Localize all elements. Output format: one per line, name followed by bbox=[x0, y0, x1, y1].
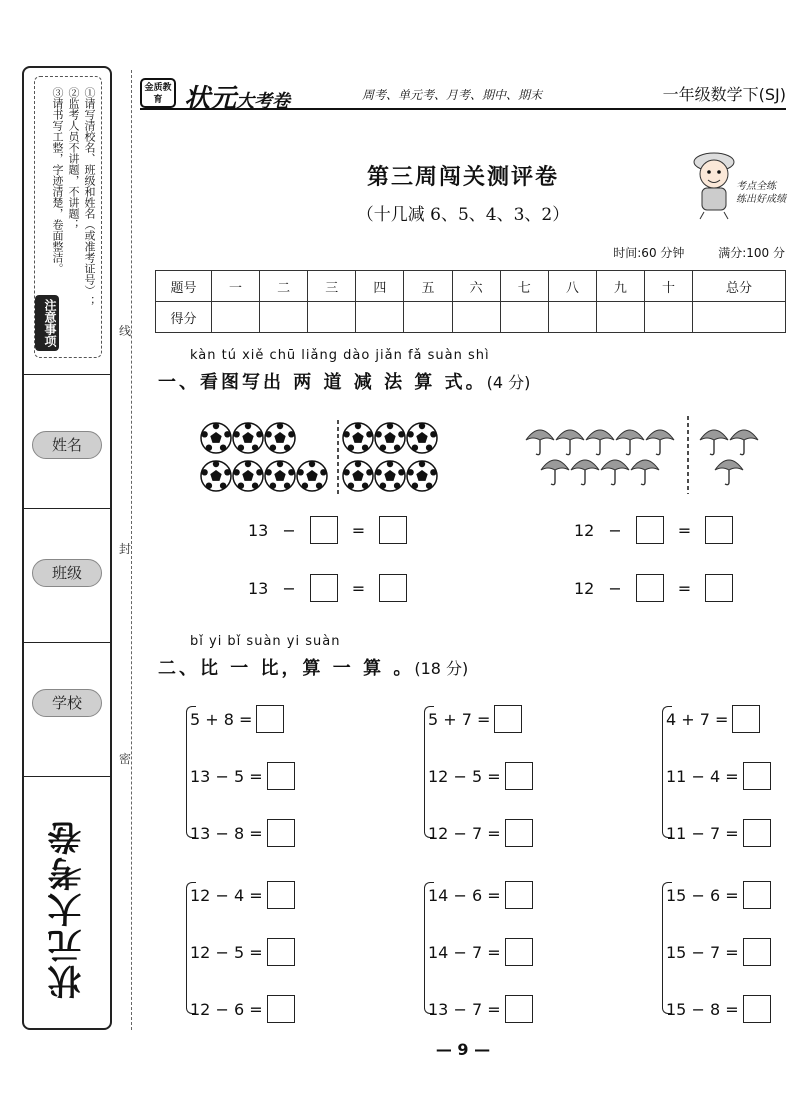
eq-minuend: 13 bbox=[248, 520, 269, 540]
soccer-ball-icon bbox=[265, 423, 295, 453]
umbrella-icon bbox=[631, 460, 659, 485]
compare-equation bbox=[666, 704, 760, 734]
soccer-ball-icon bbox=[201, 461, 231, 491]
section1-pinyin: kàn tú xiě chū liǎng dào jiǎn fǎ suàn shì bbox=[190, 348, 490, 363]
answer-box[interactable] bbox=[267, 938, 295, 966]
soccer-ball-icon bbox=[375, 461, 405, 491]
compare-equation bbox=[666, 994, 771, 1024]
score-table bbox=[155, 270, 786, 333]
score-row-label: 得分 bbox=[156, 302, 212, 333]
compare-expression: 5 + 8 = bbox=[190, 709, 253, 729]
score-input[interactable] bbox=[548, 302, 596, 333]
umbrella-icon bbox=[586, 430, 614, 455]
page-number: — 9 — bbox=[435, 1040, 491, 1059]
exam-meta bbox=[583, 244, 785, 261]
school-label: 学校 bbox=[32, 689, 102, 717]
soccer-ball-icon bbox=[375, 423, 405, 453]
umbrella-icon bbox=[526, 430, 554, 455]
score-cell: 题号 bbox=[156, 271, 212, 302]
equation-row bbox=[248, 574, 407, 602]
score-cell: 五 bbox=[404, 271, 452, 302]
score-cell: 九 bbox=[596, 271, 644, 302]
compare-equation bbox=[666, 880, 771, 910]
section2-pinyin: bǐ yi bǐ suàn yi suàn bbox=[190, 634, 341, 649]
eq-minuend: 13 bbox=[248, 578, 269, 598]
compare-expression: 11 − 4 = bbox=[666, 766, 739, 786]
notice-line: ③请书写工整，字迹清楚，卷面整洁。 bbox=[51, 87, 64, 274]
section2-points: (18 分) bbox=[414, 659, 469, 678]
score-input[interactable] bbox=[693, 302, 786, 333]
compare-equation bbox=[428, 937, 533, 967]
score-cell: 总分 bbox=[693, 271, 786, 302]
compare-expression: 13 − 7 = bbox=[428, 999, 501, 1019]
soccer-ball-icon bbox=[233, 423, 263, 453]
score-input[interactable] bbox=[404, 302, 452, 333]
page-header bbox=[140, 78, 786, 114]
score-cell: 十 bbox=[644, 271, 692, 302]
answer-box[interactable] bbox=[310, 516, 338, 544]
eq-minus: − bbox=[282, 578, 296, 598]
mascot-caption bbox=[736, 180, 786, 206]
compare-equation bbox=[428, 818, 533, 848]
eq-minus: − bbox=[608, 520, 622, 540]
answer-box[interactable] bbox=[505, 762, 533, 790]
umbrella-icon bbox=[700, 430, 728, 455]
notice-heading: 注意事项 bbox=[35, 295, 59, 351]
answer-box[interactable] bbox=[267, 995, 295, 1023]
eq-equals: = bbox=[677, 578, 692, 598]
answer-box[interactable] bbox=[636, 516, 664, 544]
soccer-ball-icon bbox=[265, 461, 295, 491]
page-title: 第三周闯关测评卷 bbox=[366, 164, 559, 190]
brand-name bbox=[184, 78, 290, 115]
umbrella-icon bbox=[556, 430, 584, 455]
compare-equation bbox=[666, 818, 771, 848]
score-cell: 三 bbox=[308, 271, 356, 302]
compare-equation bbox=[428, 704, 522, 734]
brand-main: 状元 bbox=[184, 84, 237, 114]
answer-box[interactable] bbox=[743, 819, 771, 847]
compare-expression: 15 − 8 = bbox=[666, 999, 739, 1019]
section2-title-text: 二、比 一 比，算 一 算 。 bbox=[158, 658, 415, 679]
mascot-caption-line: 考点全练 bbox=[736, 181, 776, 192]
answer-box[interactable] bbox=[732, 705, 760, 733]
compare-expression: 14 − 7 = bbox=[428, 942, 501, 962]
brand-sub: 大考卷 bbox=[236, 91, 291, 112]
eq-equals: = bbox=[351, 520, 366, 540]
divider bbox=[24, 776, 110, 777]
answer-box[interactable] bbox=[379, 574, 407, 602]
soccer-ball-icon bbox=[343, 461, 373, 491]
compare-equation bbox=[666, 937, 771, 967]
binding-strip bbox=[22, 66, 112, 1030]
vertical-logo: 状元大考卷 bbox=[48, 819, 88, 999]
umbrella-icon bbox=[730, 430, 758, 455]
compare-expression: 12 − 6 = bbox=[190, 999, 263, 1019]
compare-equation bbox=[428, 994, 533, 1024]
eq-equals: = bbox=[351, 578, 366, 598]
answer-box[interactable] bbox=[267, 819, 295, 847]
name-label: 姓名 bbox=[32, 431, 102, 459]
score-input[interactable] bbox=[644, 302, 692, 333]
compare-expression: 15 − 6 = bbox=[666, 885, 739, 905]
eq-minuend: 12 bbox=[574, 520, 595, 540]
answer-box[interactable] bbox=[505, 938, 533, 966]
class-label: 班级 bbox=[32, 559, 102, 587]
page-subtitle: （十几减 6、5、4、3、2） bbox=[356, 205, 570, 225]
compare-equation bbox=[190, 994, 295, 1024]
cut-line bbox=[131, 70, 132, 1030]
compare-expression: 13 − 8 = bbox=[190, 823, 263, 843]
compare-expression: 15 − 7 = bbox=[666, 942, 739, 962]
compare-equation bbox=[666, 761, 771, 791]
compare-expression: 12 − 5 = bbox=[190, 942, 263, 962]
answer-box[interactable] bbox=[267, 762, 295, 790]
soccer-ball-icon bbox=[297, 461, 327, 491]
compare-equation bbox=[428, 761, 533, 791]
header-grade: 一年级数学下(SJ) bbox=[662, 85, 786, 104]
equation-row bbox=[574, 574, 733, 602]
score-cell: 八 bbox=[548, 271, 596, 302]
compare-equation bbox=[190, 704, 284, 734]
notice-line: ②监考人员不讲题，不讲题； bbox=[67, 87, 80, 230]
umbrella-icon bbox=[571, 460, 599, 485]
answer-box[interactable] bbox=[505, 819, 533, 847]
school-field[interactable] bbox=[24, 642, 110, 776]
score-input[interactable] bbox=[260, 302, 308, 333]
compare-expression: 12 − 4 = bbox=[190, 885, 263, 905]
exam-time: 时间:60 分钟 bbox=[613, 246, 685, 260]
section2-title bbox=[158, 654, 468, 680]
soccer-ball-icon bbox=[201, 423, 231, 453]
answer-box[interactable] bbox=[743, 938, 771, 966]
equation-row bbox=[574, 516, 733, 544]
header-tags: 周考、单元考、月考、期中、期末 bbox=[362, 88, 543, 102]
compare-equation bbox=[190, 818, 295, 848]
compare-expression: 12 − 7 = bbox=[428, 823, 501, 843]
score-value-row bbox=[156, 302, 786, 333]
brand-logo-box: 金质教育 bbox=[140, 78, 176, 108]
score-input[interactable] bbox=[212, 302, 260, 333]
compare-equation bbox=[428, 880, 533, 910]
answer-box[interactable] bbox=[705, 574, 733, 602]
score-cell: 二 bbox=[260, 271, 308, 302]
eq-minus: − bbox=[608, 578, 622, 598]
section1-title-text: 一、看图写出 两 道 减 法 算 式。 bbox=[158, 372, 487, 393]
score-cell: 六 bbox=[452, 271, 500, 302]
cut-mark: 线 bbox=[119, 324, 132, 338]
section1-title bbox=[158, 368, 530, 394]
answer-box[interactable] bbox=[705, 516, 733, 544]
class-field[interactable] bbox=[24, 508, 110, 642]
score-input[interactable] bbox=[452, 302, 500, 333]
score-cell: 四 bbox=[356, 271, 404, 302]
mascot-caption-line: 练出好成绩 bbox=[736, 194, 786, 205]
compare-expression: 4 + 7 = bbox=[666, 709, 729, 729]
soccer-ball-icon bbox=[233, 461, 263, 491]
answer-box[interactable] bbox=[743, 995, 771, 1023]
eq-minus: − bbox=[282, 520, 296, 540]
answer-box[interactable] bbox=[379, 516, 407, 544]
compare-expression: 5 + 7 = bbox=[428, 709, 491, 729]
soccer-balls-figure bbox=[198, 418, 442, 498]
eq-equals: = bbox=[677, 520, 692, 540]
answer-box[interactable] bbox=[310, 574, 338, 602]
answer-box[interactable] bbox=[256, 705, 284, 733]
compare-equation bbox=[190, 761, 295, 791]
compare-expression: 11 − 7 = bbox=[666, 823, 739, 843]
notice-line: ①请写清校名、班级和姓名（或准考证号）； bbox=[83, 87, 96, 307]
soccer-ball-icon bbox=[407, 423, 437, 453]
answer-box[interactable] bbox=[505, 881, 533, 909]
score-input[interactable] bbox=[308, 302, 356, 333]
equation-row bbox=[248, 516, 407, 544]
umbrellas-figure bbox=[522, 416, 766, 496]
answer-box[interactable] bbox=[494, 705, 522, 733]
answer-box[interactable] bbox=[636, 574, 664, 602]
score-cell: 七 bbox=[500, 271, 548, 302]
cut-mark: 密 bbox=[119, 752, 132, 766]
eq-minuend: 12 bbox=[574, 578, 595, 598]
section1-points: (4 分) bbox=[486, 373, 531, 392]
umbrella-icon bbox=[601, 460, 629, 485]
compare-expression: 14 − 6 = bbox=[428, 885, 501, 905]
compare-equation bbox=[190, 880, 295, 910]
compare-expression: 12 − 5 = bbox=[428, 766, 501, 786]
score-cell: 一 bbox=[212, 271, 260, 302]
umbrella-icon bbox=[715, 460, 743, 485]
answer-box[interactable] bbox=[267, 881, 295, 909]
umbrella-icon bbox=[541, 460, 569, 485]
umbrella-icon bbox=[646, 430, 674, 455]
soccer-ball-icon bbox=[343, 423, 373, 453]
name-field[interactable] bbox=[24, 374, 110, 508]
cut-mark: 封 bbox=[119, 542, 132, 556]
answer-box[interactable] bbox=[505, 995, 533, 1023]
compare-equation bbox=[190, 937, 295, 967]
exam-full-score: 满分:100 分 bbox=[718, 246, 785, 260]
answer-box[interactable] bbox=[743, 881, 771, 909]
score-header-row bbox=[156, 271, 786, 302]
score-input[interactable] bbox=[596, 302, 644, 333]
notice-lines bbox=[49, 87, 97, 349]
notice-box bbox=[34, 76, 102, 358]
score-input[interactable] bbox=[356, 302, 404, 333]
score-input[interactable] bbox=[500, 302, 548, 333]
compare-expression: 13 − 5 = bbox=[190, 766, 263, 786]
soccer-ball-icon bbox=[407, 461, 437, 491]
umbrella-icon bbox=[616, 430, 644, 455]
answer-box[interactable] bbox=[743, 762, 771, 790]
